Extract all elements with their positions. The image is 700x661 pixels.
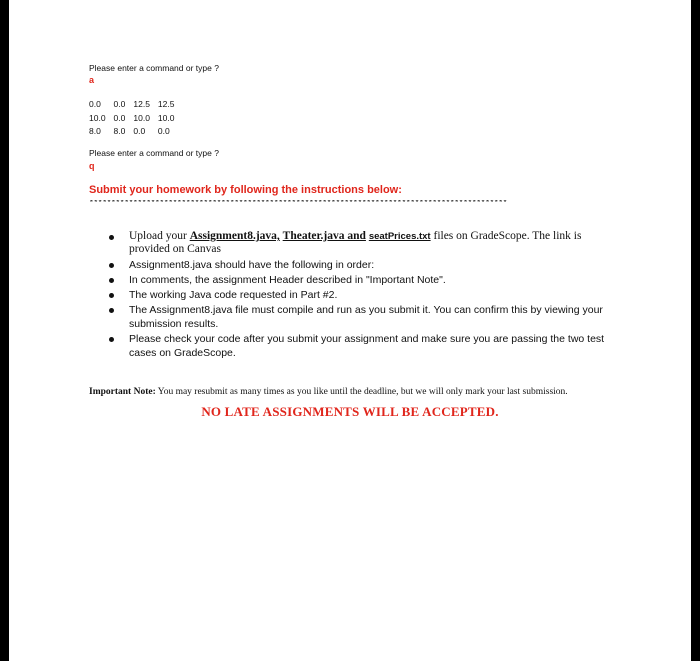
important-note: [89, 387, 568, 397]
console-input: q: [89, 161, 95, 171]
document-page: [9, 0, 691, 661]
list-item-upload: [107, 230, 607, 256]
matrix-cell: 0.0: [89, 99, 101, 109]
matrix-row: [89, 98, 182, 112]
matrix-cell: 12.5: [157, 99, 175, 109]
console-prompt: Please enter a command or type ?: [89, 63, 219, 73]
submit-heading: Submit your homework by following the instructions below:: [89, 184, 402, 196]
matrix-cell: 0.0: [133, 126, 146, 136]
separator-line: ***********************************************************************************************: [89, 200, 508, 208]
theater-file-name: Theater.java and: [282, 230, 366, 242]
note-label: Important Note:: [89, 387, 156, 397]
list-item-compile: The Assignment8.java file must compile and run as you submit it. You can confirm this by viewing your submission results.: [107, 303, 607, 331]
note-text: You may resubmit as many times as you like until the deadline, but we will only mark your last submission.: [155, 387, 568, 397]
matrix-cell: 0.0: [113, 112, 126, 123]
matrix-cell: 10.0: [157, 112, 175, 123]
list-item-check: Please check your code after you submit your assignment and make sure you are passing the two test cases on GradeScope.: [107, 332, 607, 360]
seat-prices-file-name: seatPrices.txt: [368, 231, 431, 242]
matrix-row: [89, 125, 182, 139]
matrix-cell: 8.0: [113, 126, 126, 136]
late-warning: NO LATE ASSIGNMENTS WILL BE ACCEPTED.: [201, 404, 499, 419]
assignment-file-name: Assignment8.java,: [189, 230, 280, 242]
matrix-row: [89, 112, 182, 126]
upload-suffix: files on GradeScope. The link is provided on Canvas: [129, 230, 582, 255]
output-matrix: [89, 98, 182, 139]
matrix-cell: 10.0: [89, 112, 106, 123]
console-prompt: Please enter a command or type ?: [89, 148, 219, 158]
matrix-cell: 0.0: [113, 99, 126, 109]
console-input: a: [89, 75, 95, 85]
list-item-code: The working Java code requested in Part #2.: [107, 288, 607, 302]
matrix-cell: 0.0: [157, 126, 170, 136]
upload-prefix: Upload your: [129, 230, 190, 242]
list-item-comments: In comments, the assignment Header described in "Important Note".: [107, 273, 607, 287]
matrix-cell: 10.0: [133, 112, 150, 123]
list-item-order: Assignment8.java should have the following in order:: [107, 258, 607, 272]
matrix-cell: 12.5: [133, 99, 150, 109]
matrix-cell: 8.0: [89, 126, 101, 136]
instructions-list: [107, 230, 607, 361]
